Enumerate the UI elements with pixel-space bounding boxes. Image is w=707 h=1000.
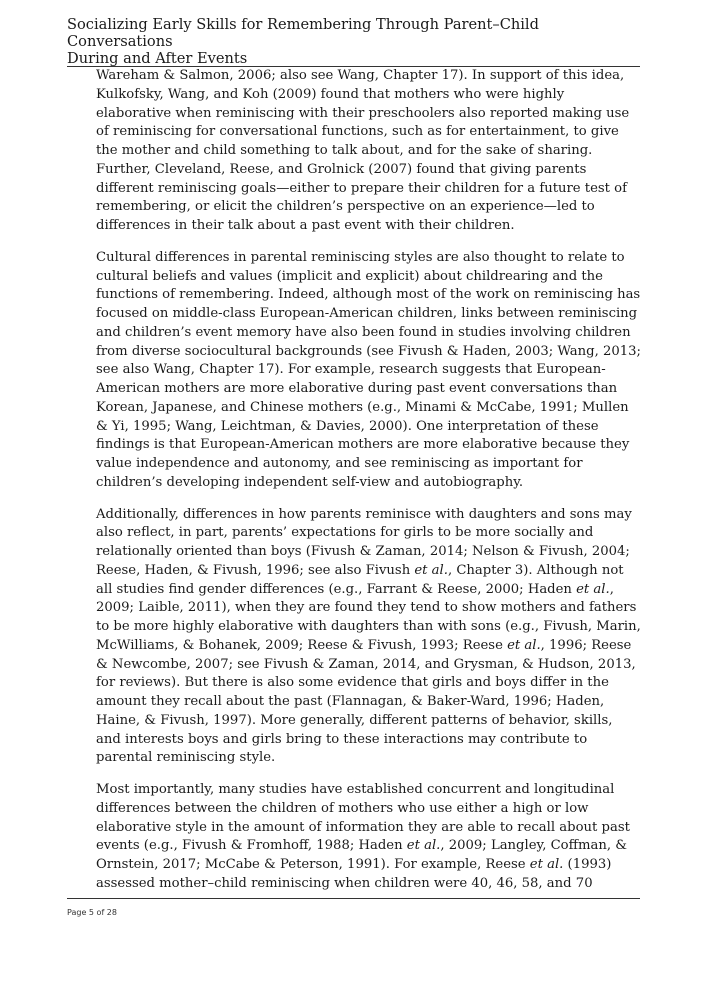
text-line: & Yi, 1995; Wang, Leichtman, & Davies, 2000). One interpretation of these bbox=[96, 418, 599, 434]
text-line: and interests boys and girls bring to these interactions may contribute to bbox=[96, 731, 588, 747]
running-header bbox=[67, 16, 642, 67]
text-line: Most importantly, many studies have established concurrent and longitudinal bbox=[96, 782, 615, 797]
italic-et-al: et al. bbox=[507, 637, 541, 653]
footer-divider bbox=[67, 898, 640, 899]
text-line: differences in their talk about a past event with their children. bbox=[96, 218, 515, 233]
text-line: all studies find gender differences (e.g., Farrant & Reese, 2000; Haden et al., bbox=[96, 581, 614, 597]
text-line: cultural beliefs and values (implicit and explicit) about childrearing and the bbox=[96, 268, 603, 284]
text-line: events (e.g., Fivush & Fromhoff, 1988; Haden et al., 2009; Langley, Coffman, & bbox=[96, 838, 627, 854]
italic-et-al: et al. bbox=[576, 581, 610, 597]
text-line: for reviews). But there is also some evidence that girls and boys differ in the bbox=[96, 675, 609, 691]
running-header-line-2: During and After Events bbox=[67, 50, 248, 67]
text-line: differences between the children of mothers who use either a high or low bbox=[96, 800, 589, 816]
text-line: different reminiscing goals—either to prepare their children for a future test of bbox=[96, 180, 627, 196]
paragraph-4 bbox=[96, 781, 630, 894]
running-header-line-1: Socializing Early Skills for Remembering Through Parent–Child Conversations bbox=[67, 16, 539, 50]
text-line: American mothers are more elaborative during past event conversations than bbox=[96, 381, 618, 396]
paragraph-3 bbox=[96, 506, 641, 769]
text-line: also reflect, in part, parents’ expectations for girls to be more socially and bbox=[96, 525, 594, 541]
paragraph-1 bbox=[96, 67, 630, 236]
text-line: Kulkofsky, Wang, and Koh (2009) found that mothers who were highly bbox=[96, 86, 565, 102]
text-line: Wareham & Salmon, 2006; also see Wang, Chapter 17). In support of this idea, bbox=[96, 68, 625, 83]
text-line: parental reminiscing style. bbox=[96, 750, 276, 766]
text-line: Further, Cleveland, Reese, and Grolnick (2007) found that giving parents bbox=[96, 161, 587, 177]
text-line: Cultural differences in parental reminiscing styles are also thought to relate to bbox=[96, 249, 625, 265]
page-number: Page 5 of 28 bbox=[67, 908, 117, 917]
text-line: value independence and autonomy, and see reminiscing as important for bbox=[96, 456, 583, 471]
italic-et-al: et al. bbox=[414, 562, 448, 578]
text-line: children’s developing independent self-view and autobiography. bbox=[96, 474, 524, 490]
text-line: findings is that European-American mothers are more elaborative because they bbox=[96, 437, 630, 453]
text-line: from diverse sociocultural backgrounds (see Fivush & Haden, 2003; Wang, 2013; bbox=[96, 343, 641, 359]
text-line: elaborative when reminiscing with their preschoolers also reported making use bbox=[96, 105, 630, 121]
text-line: see also Wang, Chapter 17). For example, research suggests that European- bbox=[96, 362, 606, 378]
text-line: Ornstein, 2017; McCabe & Peterson, 1991). For example, Reese et al. (1993) bbox=[96, 857, 612, 872]
paragraph-2 bbox=[96, 249, 641, 493]
italic-et-al: et al. bbox=[406, 838, 441, 854]
text-line: assessed mother–child reminiscing when children were 40, 46, 58, and 70 bbox=[96, 875, 593, 891]
text-line: functions of remembering. Indeed, although most of the work on reminiscing has bbox=[96, 287, 641, 303]
text-line: the mother and child something to talk about, and for the sake of sharing. bbox=[96, 143, 593, 158]
text-line: remembering, or elicit the children’s perspective on an experience—led to bbox=[96, 199, 595, 215]
text-line: & Newcombe, 2007; see Fivush & Zaman, 2014, and Grysman, & Hudson, 2013, bbox=[96, 656, 636, 672]
text-line: Reese, Haden, & Fivush, 1996; see also Fivush et al., Chapter 3). Although not bbox=[96, 562, 624, 578]
text-line: McWilliams, & Bohanek, 2009; Reese & Fivush, 1993; Reese et al., 1996; Reese bbox=[96, 637, 632, 653]
body-text bbox=[96, 67, 641, 907]
text-line: relationally oriented than boys (Fivush & Zaman, 2014; Nelson & Fivush, 2004; bbox=[96, 544, 630, 559]
text-line: focused on middle-class European-American children, links between reminiscing bbox=[96, 306, 638, 321]
text-line: elaborative style in the amount of information they are able to recall about past bbox=[96, 819, 630, 835]
text-line: of reminiscing for conversational functions, such as for entertainment, to give bbox=[96, 124, 619, 140]
text-line: Korean, Japanese, and Chinese mothers (e.g., Minami & McCabe, 1991; Mullen bbox=[96, 399, 629, 415]
text-line: 2009; Laible, 2011), when they are found they tend to show mothers and fathers bbox=[96, 600, 637, 616]
text-line: Haine, & Fivush, 1997). More generally, different patterns of behavior, skills, bbox=[96, 712, 613, 728]
text-line: Additionally, differences in how parents reminisce with daughters and sons may bbox=[96, 506, 632, 522]
text-line: amount they recall about the past (Flannagan, & Baker-Ward, 1996; Haden, bbox=[96, 694, 605, 709]
text-line: to be more highly elaborative with daughters than with sons (e.g., Fivush, Marin, bbox=[96, 619, 641, 634]
italic-et-al: et al. bbox=[529, 857, 564, 872]
text-line: and children’s event memory have also been found in studies involving children bbox=[96, 324, 631, 340]
